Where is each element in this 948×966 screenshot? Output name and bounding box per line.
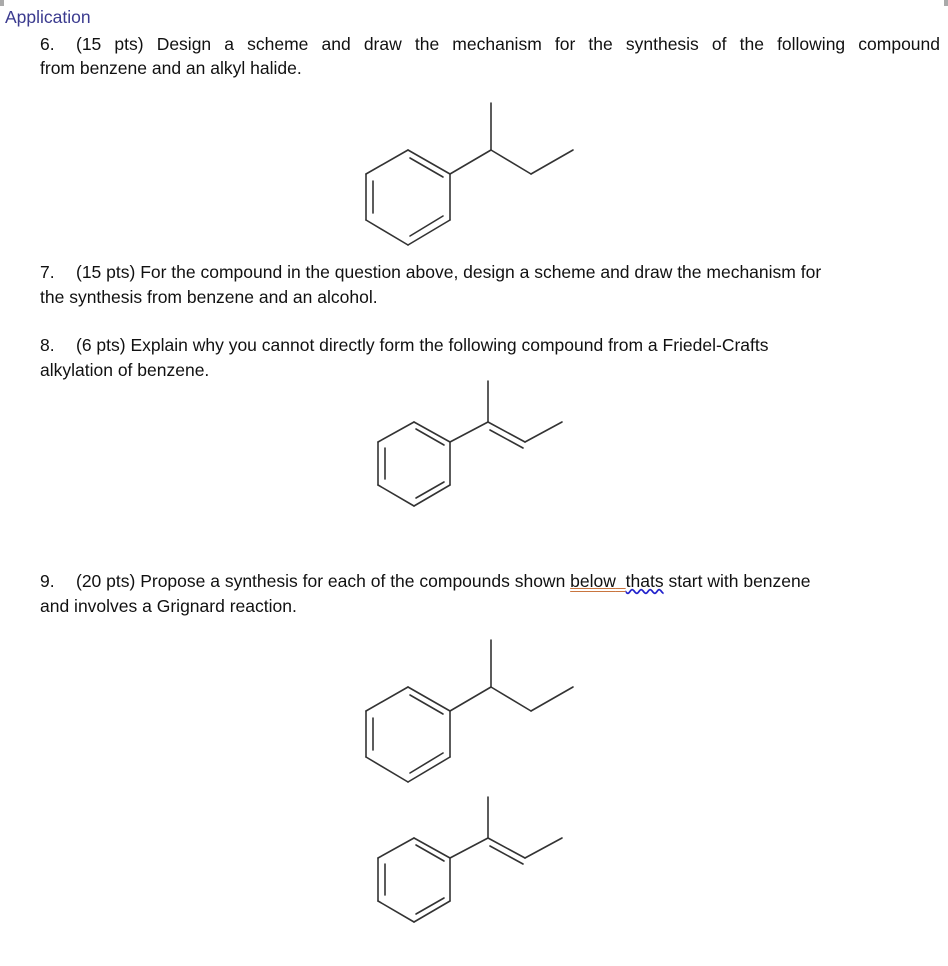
structure-2-phenyl-2-butene xyxy=(378,797,562,922)
grammar-flagged-word[interactable]: below xyxy=(570,571,616,591)
question-text: (15 pts) Design a scheme and draw the mechanism for the synthesis of the following compound xyxy=(76,34,940,54)
section-title: Application xyxy=(5,7,91,27)
question-7-line-2: the synthesis from benzene and an alcohol. xyxy=(40,287,378,307)
question-number: 6. xyxy=(40,34,55,54)
question-text: (6 pts) Explain why you cannot directly form the following compound from a Friedel-Crafts xyxy=(76,335,769,355)
structure-2-phenyl-2-butene xyxy=(378,381,562,506)
structure-sec-butylbenzene xyxy=(366,103,573,245)
question-text: (15 pts) For the compound in the question above, design a scheme and draw the mechanism for xyxy=(76,262,822,282)
question-text: (20 pts) Propose a synthesis for each of the compounds shown xyxy=(76,571,571,591)
question-6-line-2: from benzene and an alkyl halide. xyxy=(40,58,302,78)
question-number: 9. xyxy=(40,571,55,591)
question-9-line-2: and involves a Grignard reaction. xyxy=(40,596,297,616)
question-text: start with benzene xyxy=(663,571,811,591)
spelling-flagged-word[interactable]: thats xyxy=(625,571,664,591)
question-8-line-2: alkylation of benzene. xyxy=(40,360,210,380)
structure-sec-butylbenzene xyxy=(366,640,573,782)
question-number: 7. xyxy=(40,262,55,282)
question-number: 8. xyxy=(40,335,55,355)
